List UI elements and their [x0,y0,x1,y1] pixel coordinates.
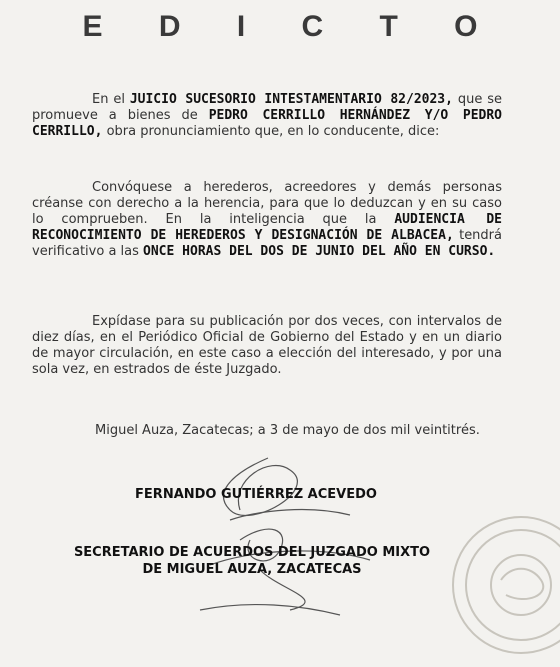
document-title: E D I C T O [82,10,502,43]
text: que se promueve a bienes de [32,92,502,123]
signer-role-line-1: SECRETARIO DE ACUERDOS DEL JUZGADO MIXTO [73,545,431,560]
text: Convóquese a herederos, acreedores y demás personas créanse con derecho a la herencia, para que lo deduzcan y en su caso lo comprueben. En la inteligencia que la [32,180,502,227]
paragraph-publication [32,314,502,378]
signer-role-line-2: DE MIGUEL AUZA, ZACATECAS [142,562,362,577]
court-seal [446,510,560,660]
text: obra pronunciamiento que, en lo conducente, dice: [102,124,440,139]
signer-role [0,544,504,578]
hearing-name: AUDIENCIA DE RECONOCIMIENTO DE HEREDEROS Y DESIGNACIÓN DE ALBACEA, [32,212,502,243]
paragraph-convocation [32,180,502,260]
signer-name: FERNANDO GUTIÉRREZ ACEVEDO [135,487,377,502]
text: Expídase para su publicación por dos veces, con intervalos de diez días, en el Periódico Oficial de Gobierno del Estado y en un diario de mayor circulación, en este caso a elección del interesado, y por una sola vez, en estrados de éste Juzgado. [32,314,502,377]
paragraph-case [32,92,502,140]
text: En el [92,92,130,107]
case-number: JUICIO SUCESORIO INTESTAMENTARIO 82/2023, [129,92,453,107]
place-date: Miguel Auza, Zacatecas; a 3 de mayo de dos mil veintitrés. [95,423,480,438]
hearing-date: ONCE HORAS DEL DOS DE JUNIO DEL AÑO EN CURSO. [143,244,496,259]
text: tendrá verificativo a las [32,228,502,259]
deceased-name: PEDRO CERRILLO HERNÁNDEZ Y/O PEDRO CERRILLO, [32,108,502,139]
handwritten-signature [170,450,400,630]
